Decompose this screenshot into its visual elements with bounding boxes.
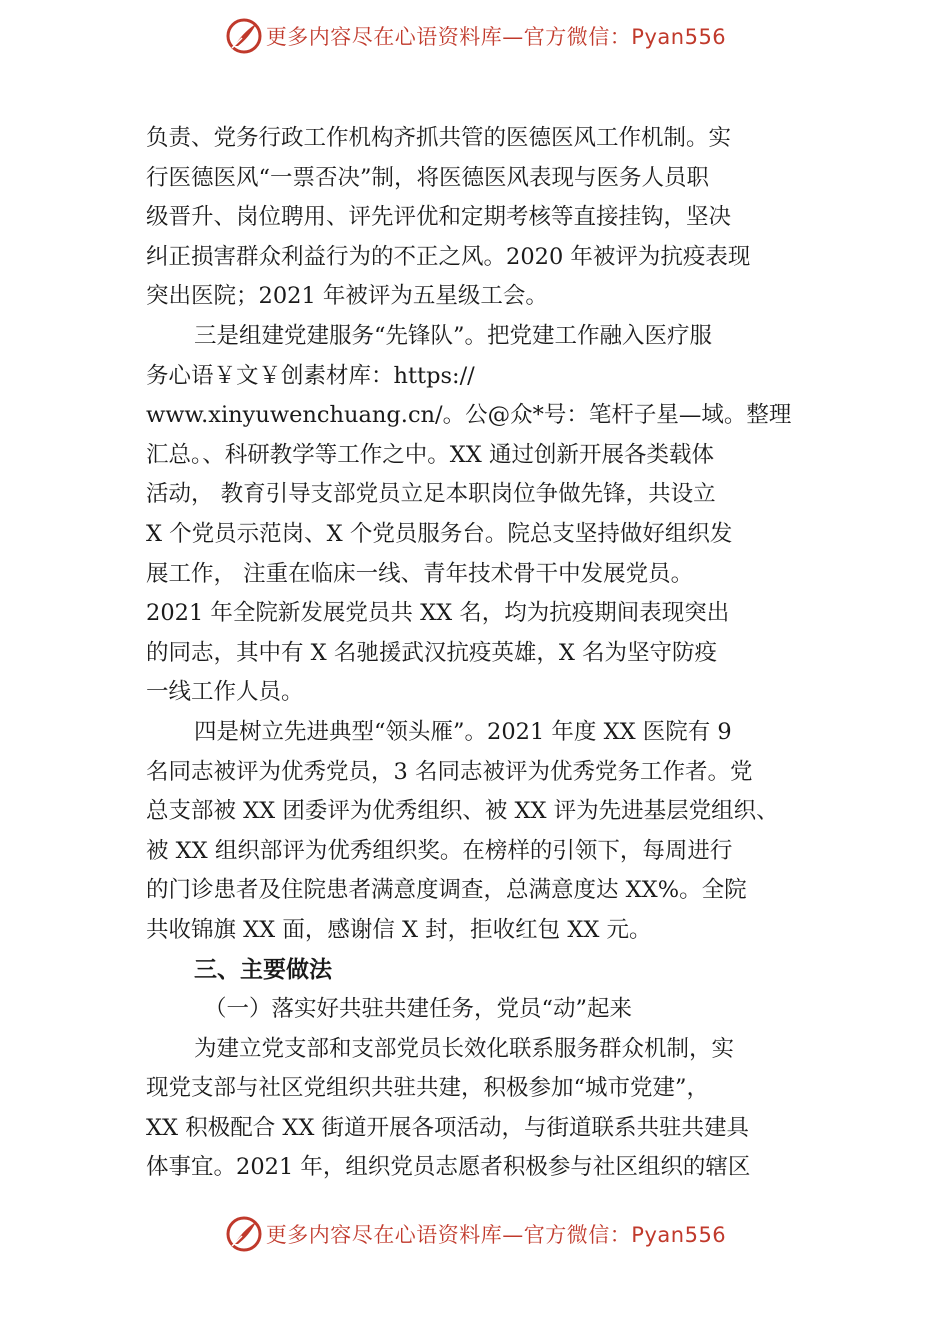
banner-text: 更多内容尽在心语资料库—官方微信：Pyan556 [265,1223,727,1247]
text-line: www.xinyuwenchuang.cn/。公@众*号：笔杆子星—域。整理 [146,402,792,429]
text-line: 级晋升、岗位聘用、评先评优和定期考核等直接挂钩，坚决 [146,204,732,231]
text-line: 活动， 教育引导支部党员立足本职岗位争做先锋，共设立 [146,481,716,508]
text-line: 一线工作人员。 [146,679,304,706]
text-line: 突出医院；2021 年被评为五星级工会。 [146,283,548,310]
text-line: 汇总。、科研教学等工作之中。XX 通过创新开展各类载体 [146,441,714,468]
footer-banner [0,1212,950,1256]
text-line: 三是组建党建服务“先锋队”。把党建工作融入医疗服 [194,322,713,349]
text-line: 纠正损害群众利益行为的不正之风。2020 年被评为抗疫表现 [146,243,751,270]
text-line: 的同志，其中有 X 名驰援武汉抗疫英雄，X 名为坚守防疫 [146,639,717,666]
text-line: X 个党员示范岗、X 个党员服务台。院总支坚持做好组织发 [146,520,733,547]
paragraph-4 [146,1030,810,1188]
text-line: 务心语￥文￥创素材库：https:// [146,362,475,389]
text-line: 展工作， 注重在临床一线、青年技术骨干中发展党员。 [146,560,694,587]
paragraph-2 [146,317,810,713]
section-heading: 三、主要做法 [194,956,332,984]
text-line: 为建立党支部和支部党员长效化联系服务群众机制，实 [194,1035,735,1062]
text-line: 体事宜。2021 年，组织党员志愿者积极参与社区组织的辖区 [146,1154,751,1181]
text-line: 行医德医风“一票否决”制，将医德医风表现与医务人员职 [146,164,710,191]
text-line: 负责、党务行政工作机构齐抓共管的医德医风工作机制。实 [146,125,732,151]
paragraph-3 [146,713,810,951]
feather-pen-logo-icon [224,1214,264,1254]
text-line: 被 XX 组织部评为优秀组织奖。在榜样的引领下，每周进行 [146,837,733,864]
paragraph-1 [146,119,810,317]
document-body [146,119,810,1188]
text-line: 2021 年全院新发展党员共 XX 名，均为抗疫期间表现突出 [146,600,730,627]
text-line: 共收锦旗 XX 面，感谢信 X 封，拒收红包 XX 元。 [146,916,652,943]
banner-text: 更多内容尽在心语资料库—官方微信：Pyan556 [265,25,727,49]
text-line: 现党支部与社区党组织共驻共建，积极参加“城市党建”， [146,1075,710,1102]
text-line: XX 积极配合 XX 街道开展各项活动，与街道联系共驻共建具 [146,1114,750,1141]
feather-pen-logo-icon [224,16,264,56]
subheading: （一）落实好共驻共建任务，党员“动”起来 [204,996,633,1023]
text-line: 名同志被评为优秀党员，3 名同志被评为优秀党务工作者。党 [146,758,753,785]
text-line: 的门诊患者及住院患者满意度调查，总满意度达 XX%。全院 [146,877,747,904]
text-line: 四是树立先进典型“领头雁”。2021 年度 XX 医院有 9 [194,718,732,745]
text-line: 总支部被 XX 团委评为优秀组织、被 XX 评为先进基层党组织、 [146,798,779,825]
header-banner [0,14,950,58]
